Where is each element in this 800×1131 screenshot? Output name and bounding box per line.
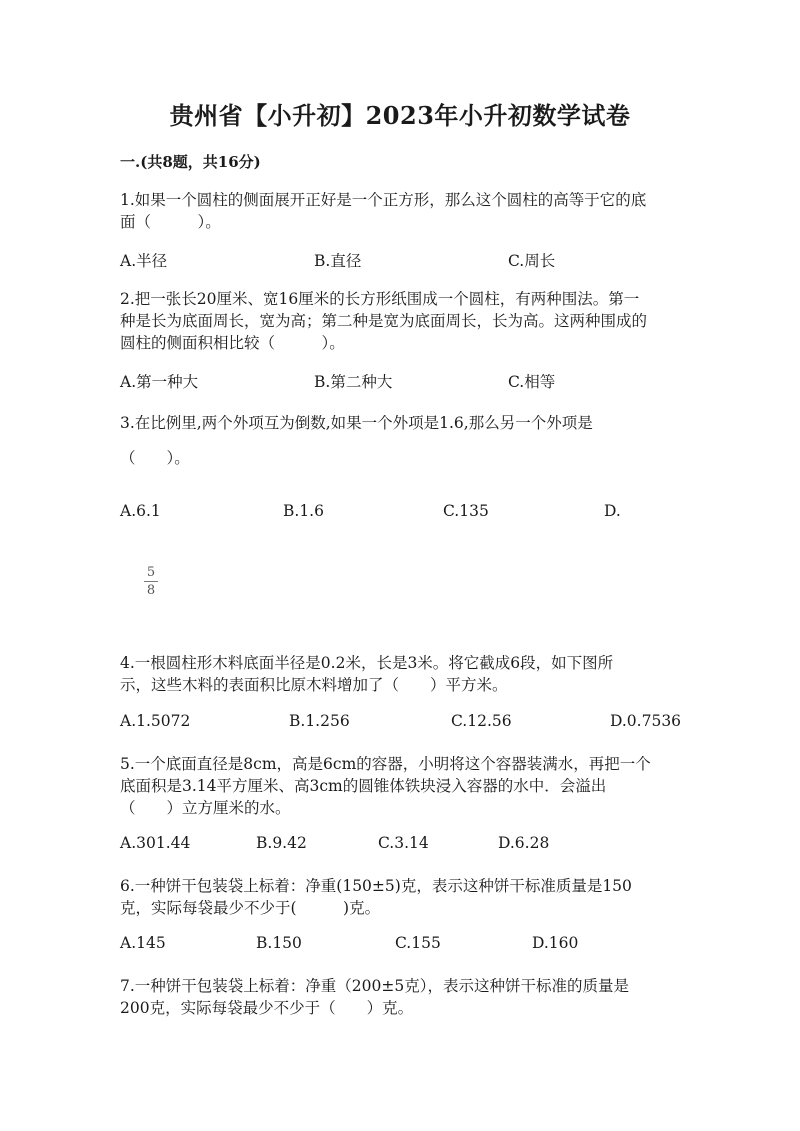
- question-6-option-b: B.150: [256, 934, 302, 952]
- question-2-option-c: C.相等: [508, 373, 556, 391]
- question-1-option-b: B.直径: [314, 252, 362, 270]
- page-title: 贵州省【小升初】2023年小升初数学试卷: [169, 101, 631, 130]
- question-5-line-3: （ ）立方厘米的水。: [120, 799, 291, 817]
- question-5-option-a: A.301.44: [120, 834, 191, 852]
- question-3-option-b: B.1.6: [283, 502, 324, 520]
- question-5-line-1: 5.一个底面直径是8cm，高是6cm的容器，小明将这个容器装满水，再把一个: [120, 755, 651, 773]
- question-2-line-2: 种是长为底面周长，宽为高；第二种是宽为底面周长，长为高。这两种围成的: [120, 312, 648, 330]
- question-3-option-d-fraction: [143, 566, 159, 597]
- question-1-option-a: A.半径: [120, 252, 168, 270]
- question-4-option-a: A.1.5072: [120, 712, 191, 730]
- question-1-line-2: 面（ ）。: [120, 213, 221, 231]
- fraction-denominator: 8: [146, 583, 156, 598]
- question-6-line-2: 克，实际每袋最少不少于( )克。: [120, 899, 381, 917]
- question-4-option-d: D.0.7536: [610, 712, 682, 730]
- question-3-line-1: 3.在比例里,两个外项互为倒数,如果一个外项是1.6,那么另一个外项是: [120, 414, 593, 432]
- question-4-line-2: 示，这些木料的表面积比原木料增加了（ ）平方米。: [120, 676, 508, 694]
- question-3-line-2: （ ）。: [120, 449, 190, 467]
- question-2-line-1: 2.把一张长20厘米、宽16厘米的长方形纸围成一个圆柱，有两种围法。第一: [120, 290, 640, 308]
- question-3-option-d: D.: [604, 502, 621, 520]
- question-7-line-1: 7.一种饼干包装袋上标着：净重（200±5克），表示这种饼干标准的质量是: [120, 977, 629, 995]
- question-6-option-d: D.160: [532, 934, 579, 952]
- question-4-option-b: B.1.256: [289, 712, 350, 730]
- question-5-option-c: C.3.14: [378, 834, 429, 852]
- question-1-option-c: C.周长: [508, 252, 556, 270]
- question-5-option-b: B.9.42: [256, 834, 307, 852]
- question-2-option-a: A.第一种大: [120, 373, 199, 391]
- question-6-option-c: C.155: [395, 934, 441, 952]
- question-5-line-2: 底面积是3.14平方厘米、高3cm的圆锥体铁块浸入容器的水中．会溢出: [120, 777, 607, 795]
- fraction-numerator: 5: [146, 565, 156, 580]
- question-5-option-d: D.6.28: [498, 834, 550, 852]
- question-2-line-3: 圆柱的侧面积相比较（ ）。: [120, 334, 345, 352]
- section-heading: 一.(共8题，共16分): [120, 153, 261, 171]
- question-6-option-a: A.145: [120, 934, 166, 952]
- question-2-option-b: B.第二种大: [314, 373, 393, 391]
- question-3-option-a: A.6.1: [120, 502, 161, 520]
- question-4-option-c: C.12.56: [451, 712, 512, 730]
- question-6-line-1: 6.一种饼干包装袋上标着：净重(150±5)克，表示这种饼干标准质量是150: [120, 877, 632, 895]
- question-3-option-c: C.135: [443, 502, 489, 520]
- question-1-line-1: 1.如果一个圆柱的侧面展开正好是一个正方形，那么这个圆柱的高等于它的底: [120, 191, 647, 209]
- question-4-line-1: 4.一根圆柱形木料底面半径是0.2米，长是3米。将它截成6段，如下图所: [120, 654, 614, 672]
- question-7-line-2: 200克，实际每袋最少不少于（ ）克。: [120, 999, 414, 1017]
